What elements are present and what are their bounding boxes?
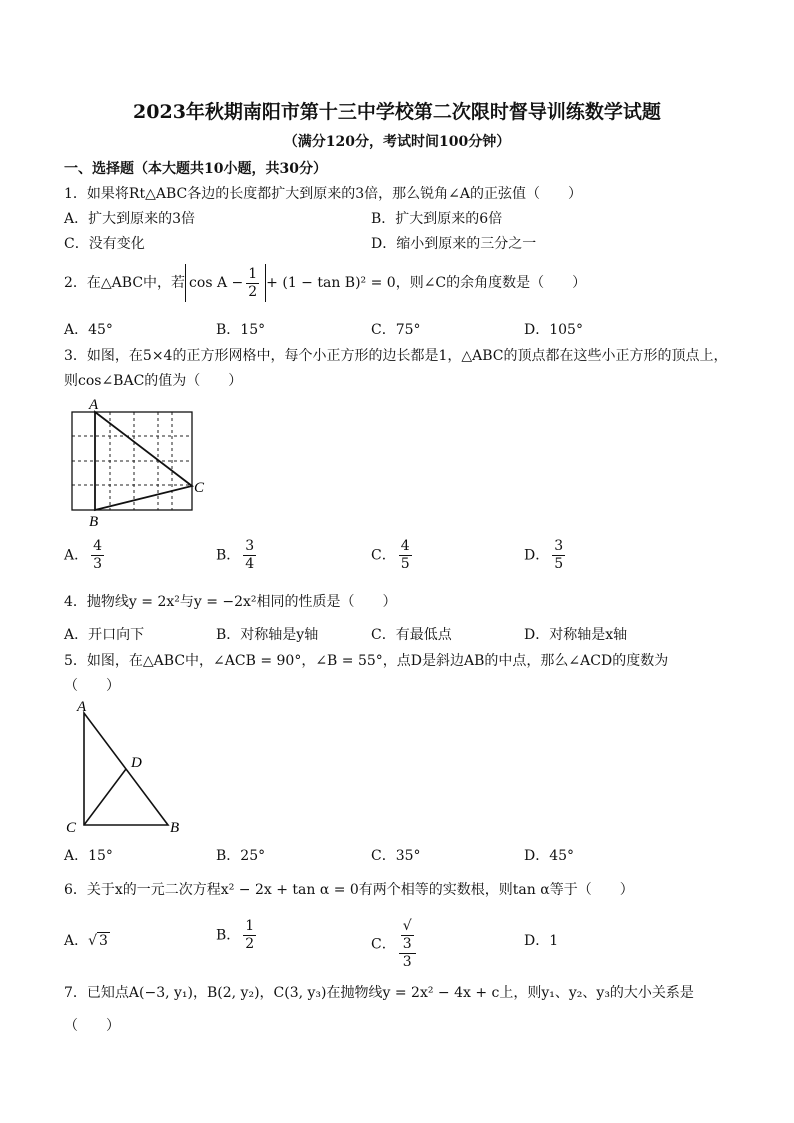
q2-frac-den: 2 <box>248 283 258 300</box>
exam-title: 2023年秋期南阳市第十三中学校第二次限时督导训练数学试题 <box>133 101 661 123</box>
q7-stem-line1: 7．已知点A(−3, y₁)，B(2, y₂)，C(3, y₃)在抛物线y = 2x² − 4x + c上，则y₁、y₂、y₃的大小关系是 <box>64 985 694 1001</box>
q3-grid-figure <box>62 395 212 530</box>
q3-c-den: 5 <box>400 556 410 572</box>
q2-frac-num: 1 <box>248 265 258 282</box>
q2-option-c: C．75° <box>371 322 421 338</box>
q6-option-a <box>64 930 110 950</box>
label-a: A <box>89 397 99 413</box>
q5-stem-line1: 5．如图，在△ABC中，∠ACB = 90°，∠B = 55°，点D是斜边AB的中点，那么∠ACD的度数为 <box>64 653 669 669</box>
q1-stem: 1．如果将Rt△ABC各边的长度都扩大到原来的3倍，那么锐角∠A的正弦值（ ） <box>64 186 582 202</box>
q2-abs-inner: cos A − <box>189 275 244 291</box>
q3-option-c-fraction <box>399 538 412 573</box>
label-d: D <box>131 755 142 771</box>
q3-d-num: 3 <box>554 538 564 554</box>
q6-option-b <box>216 918 259 953</box>
q6-a-radicand: 3 <box>99 933 108 949</box>
q6-option-b-letter: B． <box>216 927 241 944</box>
q3-b-den: 4 <box>245 556 255 572</box>
q1-option-a: A．扩大到原来的3倍 <box>64 211 196 227</box>
q5-option-a: A．15° <box>64 848 113 864</box>
q5-option-c: C．35° <box>371 848 421 864</box>
q3-a-den: 3 <box>93 556 103 572</box>
q4-option-a: A．开口向下 <box>64 627 145 643</box>
q3-option-a-fraction <box>91 538 104 573</box>
q5-option-b: B．25° <box>216 848 266 864</box>
exam-subtitle: （满分120分，考试时间100分钟） <box>283 134 511 150</box>
q1-option-b: B．扩大到原来的6倍 <box>371 211 503 227</box>
q6-stem: 6．关于x的一元二次方程x² − 2x + tan α = 0有两个相等的实数根，则tan α等于（ ） <box>64 882 634 898</box>
q3-option-d-letter: D． <box>524 547 550 564</box>
q3-option-b <box>216 538 259 573</box>
q7-stem-line2: （ ） <box>64 1018 120 1034</box>
q3-stem-line2: 则cos∠BAC的值为（ ） <box>64 373 243 389</box>
q3-option-a-letter: A． <box>64 547 89 564</box>
q5-triangle-figure <box>62 695 192 837</box>
q3-stem-line1: 3．如图，在5×4的正方形网格中，每个小正方形的边长都是1，△ABC的顶点都在这些小正方形的顶点上， <box>64 348 728 364</box>
q6-option-a-letter: A． <box>64 933 89 949</box>
q2-half-fraction <box>246 266 259 301</box>
q1-option-d: D．缩小到原来的三分之一 <box>371 236 537 252</box>
label-b: B <box>89 514 99 530</box>
q2-option-d: D．105° <box>524 322 583 338</box>
q6-option-c-fraction <box>399 918 416 971</box>
q3-option-a <box>64 538 107 573</box>
q6-b-num: 1 <box>245 918 255 934</box>
q3-b-num: 3 <box>245 538 255 554</box>
q4-option-b: B．对称轴是y轴 <box>216 627 319 643</box>
q3-a-num: 4 <box>93 538 103 554</box>
q6-option-d: D．1 <box>524 933 559 949</box>
q3-c-num: 4 <box>400 538 410 554</box>
sqrt-symbol: √ <box>88 933 98 949</box>
q1-option-c: C．没有变化 <box>64 236 145 252</box>
q6-option-c-letter: C． <box>371 936 396 953</box>
q3-option-b-letter: B． <box>216 547 241 564</box>
q6-option-b-fraction <box>243 918 256 953</box>
q4-option-c: C．有最低点 <box>371 627 452 643</box>
median-cd <box>84 769 126 825</box>
q2-option-b: B．15° <box>216 322 266 338</box>
label-b: B <box>170 820 180 836</box>
q2-stem-rest: + (1 − tan B)² = 0，则∠C的余角度数是（ ） <box>266 275 587 291</box>
q6-b-den: 2 <box>245 936 255 952</box>
q3-option-c <box>371 538 415 573</box>
q6-c-radicand: 3 <box>402 936 412 952</box>
grid-dashed-lines <box>72 412 192 510</box>
label-c: C <box>194 480 205 496</box>
label-a: A <box>77 699 87 715</box>
q2-stem-pre: 2．在△ABC中，若 <box>64 275 186 291</box>
q6-option-c <box>371 918 419 971</box>
q5-stem-line2: （ ） <box>64 678 120 694</box>
label-c: C <box>66 820 77 836</box>
q3-option-c-letter: C． <box>371 547 396 564</box>
q6-c-den: 3 <box>402 954 412 970</box>
q3-option-b-fraction <box>243 538 256 573</box>
q2-stem <box>64 264 586 302</box>
q3-option-d-fraction <box>552 538 565 573</box>
q2-option-a: A．45° <box>64 322 113 338</box>
q6-c-num <box>399 918 416 954</box>
q4-stem: 4．抛物线y = 2x²与y = −2x²相同的性质是（ ） <box>64 594 397 610</box>
q2-abs-expression <box>185 264 266 302</box>
q5-option-d: D．45° <box>524 848 575 864</box>
q3-option-d <box>524 538 568 573</box>
section-heading: 一、选择题（本大题共10小题，共30分） <box>64 161 327 177</box>
q3-d-den: 5 <box>554 556 564 572</box>
q4-option-d: D．对称轴是x轴 <box>524 627 628 643</box>
sqrt-symbol: √ <box>402 918 412 934</box>
